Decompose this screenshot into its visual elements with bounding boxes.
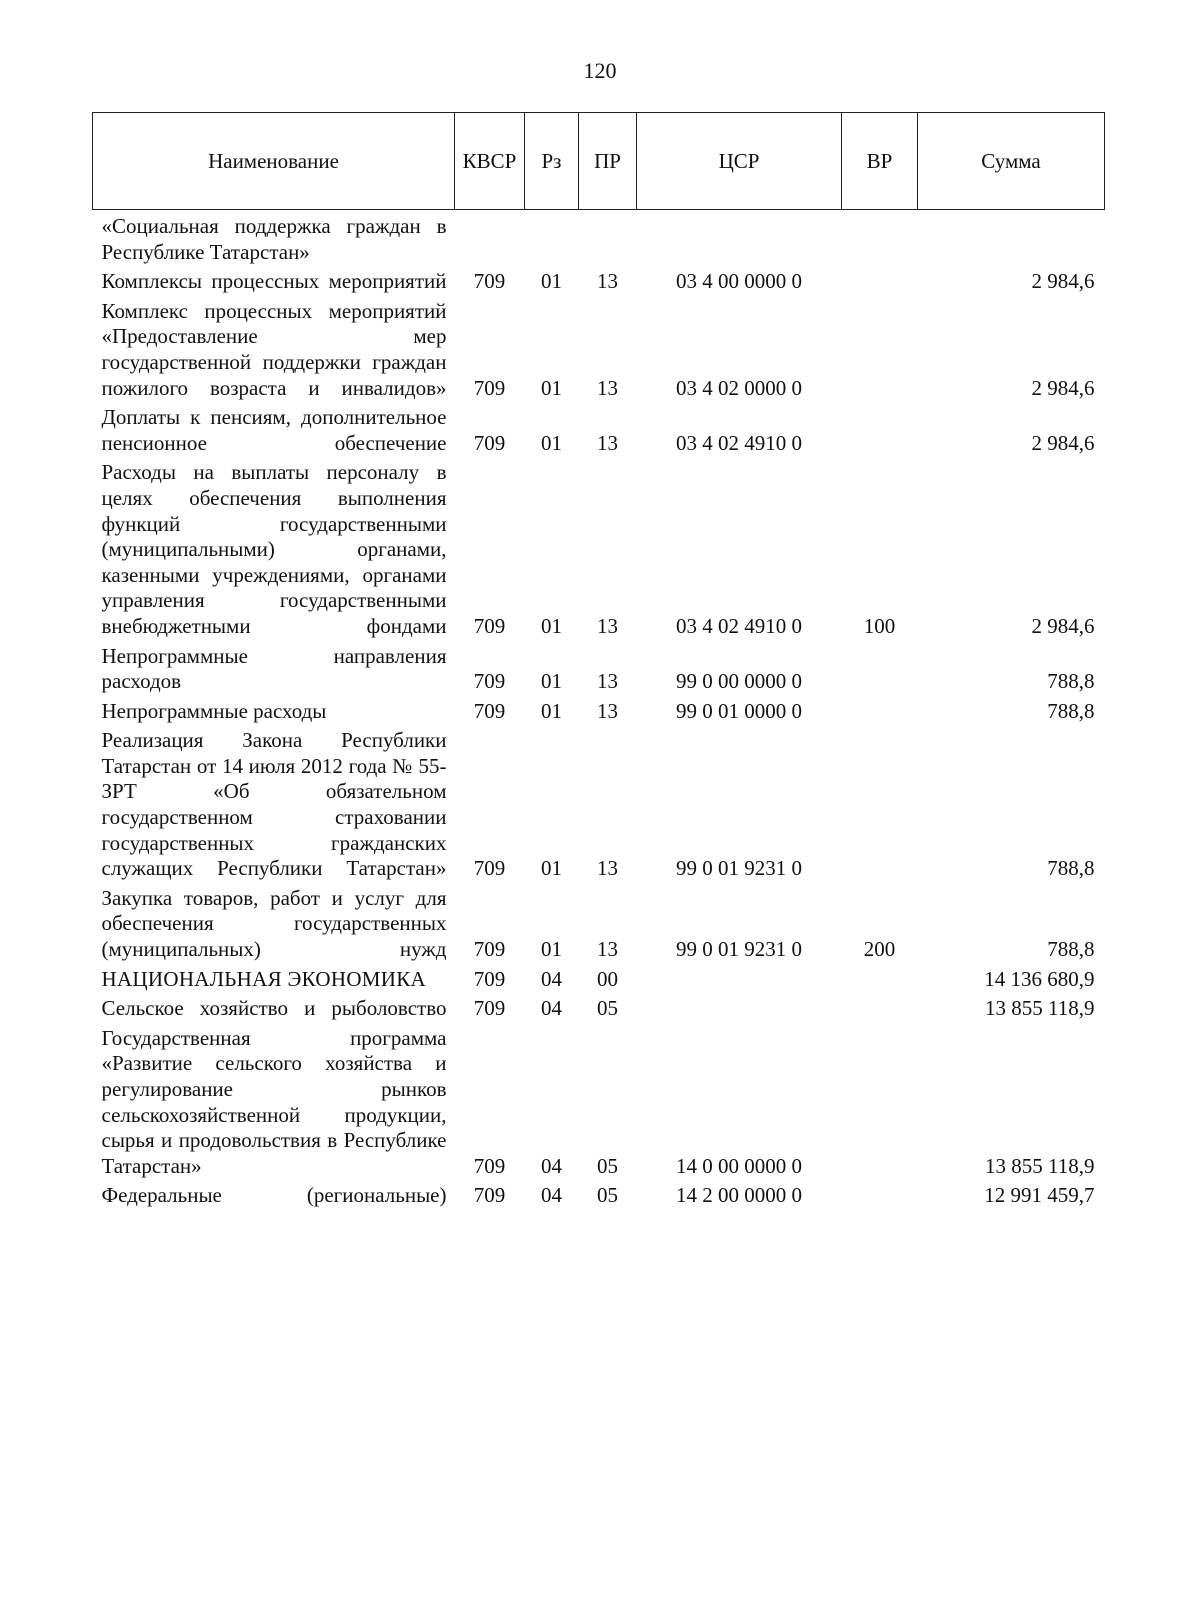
cell-name: Закупка товаров, работ и услуг для обеспечения государственных (муниципальных) нужд (101, 885, 447, 962)
header-kvsr: КВСР (455, 113, 525, 210)
cell-sum: 2 984,6 (1031, 430, 1095, 455)
cell-rz: 04 (541, 996, 562, 1021)
table-row (93, 210, 1105, 266)
table-row (93, 992, 1105, 1022)
cell-rz: 01 (541, 698, 562, 723)
header-vr: ВР (842, 113, 918, 210)
cell-csr: 03 4 02 4910 0 (676, 613, 802, 638)
cell-csr: 99 0 01 9231 0 (676, 856, 802, 881)
cell-rz: 01 (541, 669, 562, 694)
cell-vr (842, 963, 918, 993)
cell-csr: 14 2 00 0000 0 (676, 1183, 802, 1208)
cell-pr: 13 (597, 430, 618, 455)
cell-pr: 05 (597, 1183, 618, 1208)
cell-sum: 2 984,6 (1031, 269, 1095, 294)
cell-rz (525, 210, 579, 266)
cell-vr (842, 210, 918, 266)
cell-rz: 04 (541, 966, 562, 991)
cell-vr (842, 1179, 918, 1209)
cell-sum: 788,8 (1047, 856, 1095, 881)
cell-rz: 04 (541, 1153, 562, 1178)
header-name: Наименование (93, 113, 455, 210)
table-row (93, 724, 1105, 882)
cell-sum: 788,8 (1047, 937, 1095, 962)
page-number: 120 (583, 58, 617, 83)
cell-rz: 01 (541, 269, 562, 294)
cell-csr (637, 992, 842, 1022)
cell-name: Непрограммные направления расходов (101, 643, 447, 694)
cell-pr: 13 (597, 698, 618, 723)
cell-name: «Социальная поддержка граждан в Республике Татарстан» (101, 214, 447, 264)
table-header-row (93, 113, 1105, 210)
table-row (93, 456, 1105, 639)
cell-sum: 12 991 459,7 (984, 1183, 1095, 1208)
cell-kvsr: 709 (473, 430, 506, 455)
cell-vr (842, 640, 918, 695)
table-row (93, 963, 1105, 993)
cell-name: Федеральные (региональные) (101, 1183, 447, 1208)
cell-csr: 03 4 02 4910 0 (676, 430, 802, 455)
cell-kvsr: 709 (473, 269, 506, 294)
cell-kvsr: 709 (473, 856, 506, 881)
cell-name: Непрограммные расходы (101, 698, 327, 723)
cell-name: Расходы на выплаты персоналу в целях обеспечения выполнения функций государственными (муниципальными) органами, казенными учреждениями, органами управления государственными внебюджетными фондами (101, 460, 447, 638)
cell-csr: 99 0 01 0000 0 (676, 698, 802, 723)
cell-csr: 99 0 01 9231 0 (676, 937, 802, 962)
cell-rz: 01 (541, 856, 562, 881)
cell-pr: 13 (597, 375, 618, 400)
cell-rz: 01 (541, 937, 562, 962)
cell-pr: 13 (597, 856, 618, 881)
header-csr: ЦСР (637, 113, 842, 210)
table-row (93, 265, 1105, 295)
cell-rz: 01 (541, 375, 562, 400)
cell-csr: 03 4 02 0000 0 (676, 375, 802, 400)
cell-pr: 05 (597, 1153, 618, 1178)
table-row (93, 401, 1105, 456)
cell-name: Реализация Закона Республики Татарстан от 14 июля 2012 года № 55-ЗРТ «Об обязательном государственном страховании государственных гражданских служащих Республики Татарстан» (101, 728, 447, 881)
cell-kvsr: 709 (473, 375, 506, 400)
cell-rz: 01 (541, 613, 562, 638)
cell-sum: 2 984,6 (1031, 375, 1095, 400)
cell-csr (637, 963, 842, 993)
cell-name: Сельское хозяйство и рыболовство (101, 996, 447, 1021)
cell-pr: 13 (597, 937, 618, 962)
cell-vr (842, 695, 918, 725)
cell-rz: 04 (541, 1183, 562, 1208)
cell-pr (579, 210, 637, 266)
cell-kvsr: 709 (473, 966, 506, 991)
cell-name: Доплаты к пенсиям, дополнительное пенсионное обеспечение (101, 405, 447, 455)
cell-csr: 14 0 00 0000 0 (676, 1153, 802, 1178)
table-row (93, 695, 1105, 725)
table-row (93, 882, 1105, 963)
cell-kvsr: 709 (473, 1183, 506, 1208)
table-row (93, 640, 1105, 695)
cell-rz: 01 (541, 430, 562, 455)
cell-pr: 13 (597, 669, 618, 694)
cell-sum: 788,8 (1047, 698, 1095, 723)
cell-csr: 99 0 00 0000 0 (676, 669, 802, 694)
cell-csr (637, 210, 842, 266)
cell-vr (842, 992, 918, 1022)
cell-pr: 05 (597, 996, 618, 1021)
cell-sum: 13 855 118,9 (985, 1153, 1095, 1178)
header-pr: ПР (579, 113, 637, 210)
cell-name: НАЦИОНАЛЬНАЯ ЭКОНОМИКА (101, 966, 427, 991)
cell-kvsr (455, 210, 525, 266)
cell-kvsr: 709 (473, 669, 506, 694)
cell-pr: 00 (597, 966, 618, 991)
cell-vr (842, 295, 918, 401)
budget-table (92, 112, 1105, 1209)
cell-sum: 14 136 680,9 (984, 966, 1095, 991)
cell-vr (842, 724, 918, 882)
cell-kvsr: 709 (473, 613, 506, 638)
cell-sum: 2 984,6 (1031, 613, 1095, 638)
header-rz: Рз (525, 113, 579, 210)
cell-pr: 13 (597, 269, 618, 294)
cell-kvsr: 709 (473, 1153, 506, 1178)
table-row (93, 1022, 1105, 1180)
cell-vr (842, 401, 918, 456)
cell-pr: 13 (597, 613, 618, 638)
cell-sum (918, 210, 1105, 266)
cell-vr: 200 (863, 937, 896, 962)
cell-kvsr: 709 (473, 996, 506, 1021)
table-row (93, 295, 1105, 401)
cell-sum: 788,8 (1047, 669, 1095, 694)
cell-vr (842, 265, 918, 295)
table-row (93, 1179, 1105, 1209)
cell-sum: 13 855 118,9 (985, 996, 1095, 1021)
cell-csr: 03 4 00 0000 0 (676, 269, 802, 294)
cell-name: Комплекс процессных мероприятий «Предоставление мер государственной поддержки граждан пожилого возраста и инвалидов» (101, 298, 447, 400)
cell-name: Государственная программа «Развитие сельского хозяйства и регулирование рынков сельскохозяйственной продукции, сырья и продовольствия в Республике Татарстан» (101, 1025, 447, 1178)
cell-vr (842, 1022, 918, 1180)
cell-kvsr: 709 (473, 698, 506, 723)
header-sum: Сумма (918, 113, 1105, 210)
cell-vr: 100 (863, 613, 896, 638)
cell-kvsr: 709 (473, 937, 506, 962)
cell-name: Комплексы процессных мероприятий (101, 269, 447, 294)
